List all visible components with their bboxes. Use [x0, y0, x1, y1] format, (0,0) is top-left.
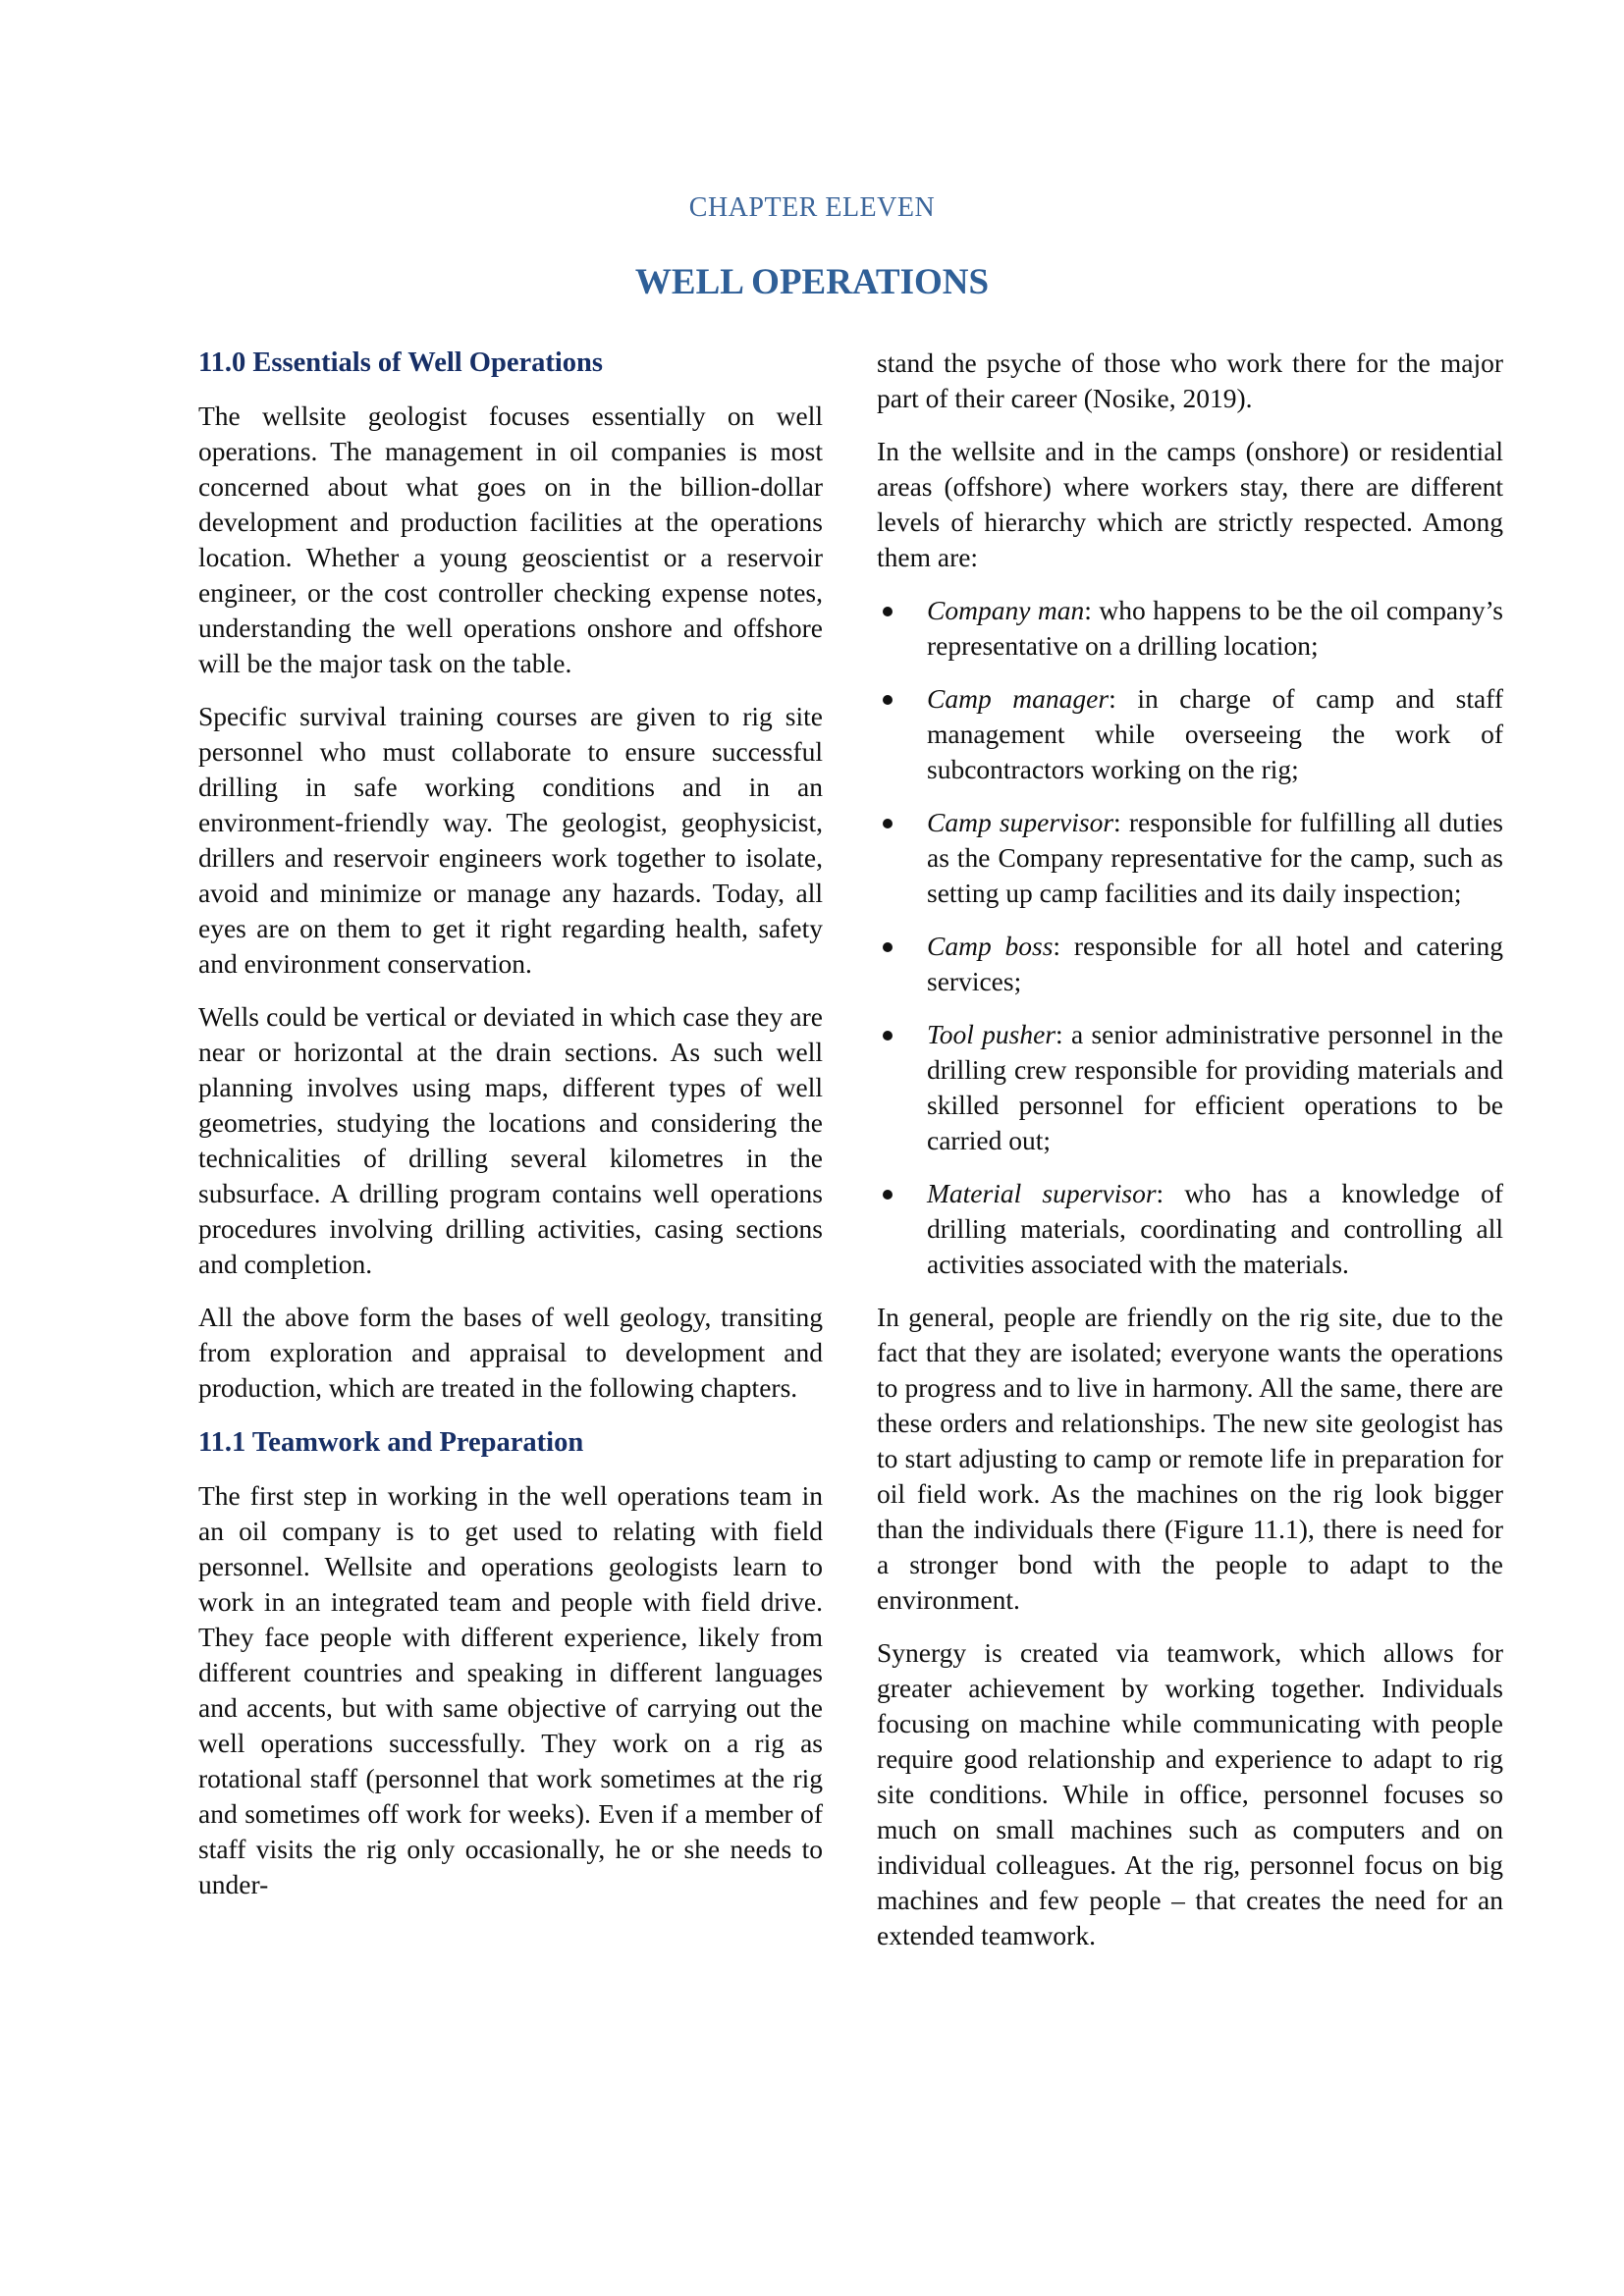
role-term: Camp boss: [927, 931, 1054, 961]
role-term: Material supervisor: [927, 1178, 1157, 1208]
role-term: Tool pusher: [927, 1019, 1056, 1049]
role-term: Company man: [927, 595, 1085, 625]
bullet-icon: [883, 607, 893, 616]
left-column: [198, 346, 823, 1920]
paragraph: The wellsite geologist focuses essentially on well operations. The management in oil companies is most concerned about what goes on in the billion-dollar development and production facilities at the operations location. Whether a young geoscientist or a reservoir engineer, or the cost controller checking expense notes, understanding the well operations onshore and offshore will be the major task on the table.: [198, 400, 823, 678]
list-item: [877, 681, 1503, 787]
paragraph: In the wellsite and in the camps (onshore) or residential areas (offshore) where workers stay, there are different levels of hierarchy which are strictly respected. Among them are:: [877, 436, 1503, 572]
paragraph-continuation: stand the psyche of those who work there for the major part of their career (Nosike, 2019).: [877, 347, 1503, 413]
paragraph: Specific survival training courses are given to rig site personnel who must collaborate to ensure successful drilling in safe working conditions and in an environment-friendly way. The geologist, geophysicist, drillers and reservoir engineers work together to isolate, avoid and minimize or manage any hazards. Today, all eyes are on them to get it right regarding health, safety and environment conservation.: [198, 701, 823, 979]
bullet-icon: [883, 695, 893, 705]
paragraph: Synergy is created via teamwork, which allows for greater achievement by working together. Individuals focusing on machine while communicating with people require good relationship and experience to adapt to rig site conditions. While in office, personnel focuses so much on small machines such as computers and on individual colleagues. At the rig, personnel focus on big machines and few people – that creates the need for an extended teamwork.: [877, 1637, 1503, 1950]
paragraph: The first step in working in the well operations team in an oil company is to get used to relating with field personnel. Wellsite and operations geologists learn to work in an integrated team and people with field drive. They face people with different experience, likely from different countries and speaking in different languages and accents, but with same objective of carrying out the well operations successfully. They work on a rig as rotational staff (personnel that work sometimes at the rig and sometimes off work for weeks). Even if a member of staff visits the rig only occasionally, he or she needs to under-: [198, 1480, 823, 1899]
paragraph: Wells could be vertical or deviated in which case they are near or horizontal at the drain sections. As such well planning involves using maps, different types of well geometries, studying the locations and considering the technicalities of drilling several kilometres in the subsurface. A drilling program contains well operations procedures involving drilling activities, casing sections and completion.: [198, 1001, 823, 1279]
list-item: [877, 805, 1503, 911]
role-term: Camp manager: [927, 683, 1110, 714]
role-description: : who has a knowledge of drilling materials, coordinating and controlling all activities associated with the materials.: [927, 1178, 1503, 1279]
bullet-icon: [883, 1031, 893, 1041]
roles-list: [877, 593, 1503, 1282]
bullet-icon: [883, 942, 893, 952]
role-description: : who happens to be the oil company’s representative on a drilling location;: [927, 595, 1503, 661]
list-item: [877, 1017, 1503, 1158]
paragraph: In general, people are friendly on the rig site, due to the fact that they are isolated; everyone wants the operations to progress and to live in harmony. All the same, there are these orders and relationships. The new site geologist has to start adjusting to camp or remote life in preparation for oil field work. As the machines on the rig look bigger than the individuals there (Figure 11.1), there is need for a stronger bond with the people to adapt to the environment.: [877, 1302, 1503, 1615]
chapter-label: CHAPTER ELEVEN: [688, 192, 936, 223]
section-heading-essentials: 11.0 Essentials of Well Operations: [198, 347, 603, 378]
role-description: : a senior administrative personnel in the drilling crew responsible for providing materials and skilled personnel for efficient operations to be carried out;: [927, 1019, 1503, 1155]
paragraph: All the above form the bases of well geology, transiting from exploration and appraisal to development and production, which are treated in the following chapters.: [198, 1302, 823, 1403]
role-description: : in charge of camp and staff management while overseeing the work of subcontractors working on the rig;: [927, 683, 1503, 784]
role-term: Camp supervisor: [927, 807, 1114, 837]
section-heading-teamwork: 11.1 Teamwork and Preparation: [198, 1427, 584, 1458]
bullet-icon: [883, 1190, 893, 1200]
list-item: [877, 1176, 1503, 1282]
bullet-icon: [883, 819, 893, 828]
list-item: [877, 929, 1503, 999]
right-column: [877, 346, 1503, 1971]
role-description: : responsible for all hotel and catering services;: [927, 931, 1503, 996]
role-description: : responsible for fulfilling all duties as the Company representative for the camp, such as setting up camp facilities and its daily inspection;: [927, 807, 1504, 908]
list-item: [877, 593, 1503, 664]
chapter-title: WELL OPERATIONS: [634, 262, 990, 302]
